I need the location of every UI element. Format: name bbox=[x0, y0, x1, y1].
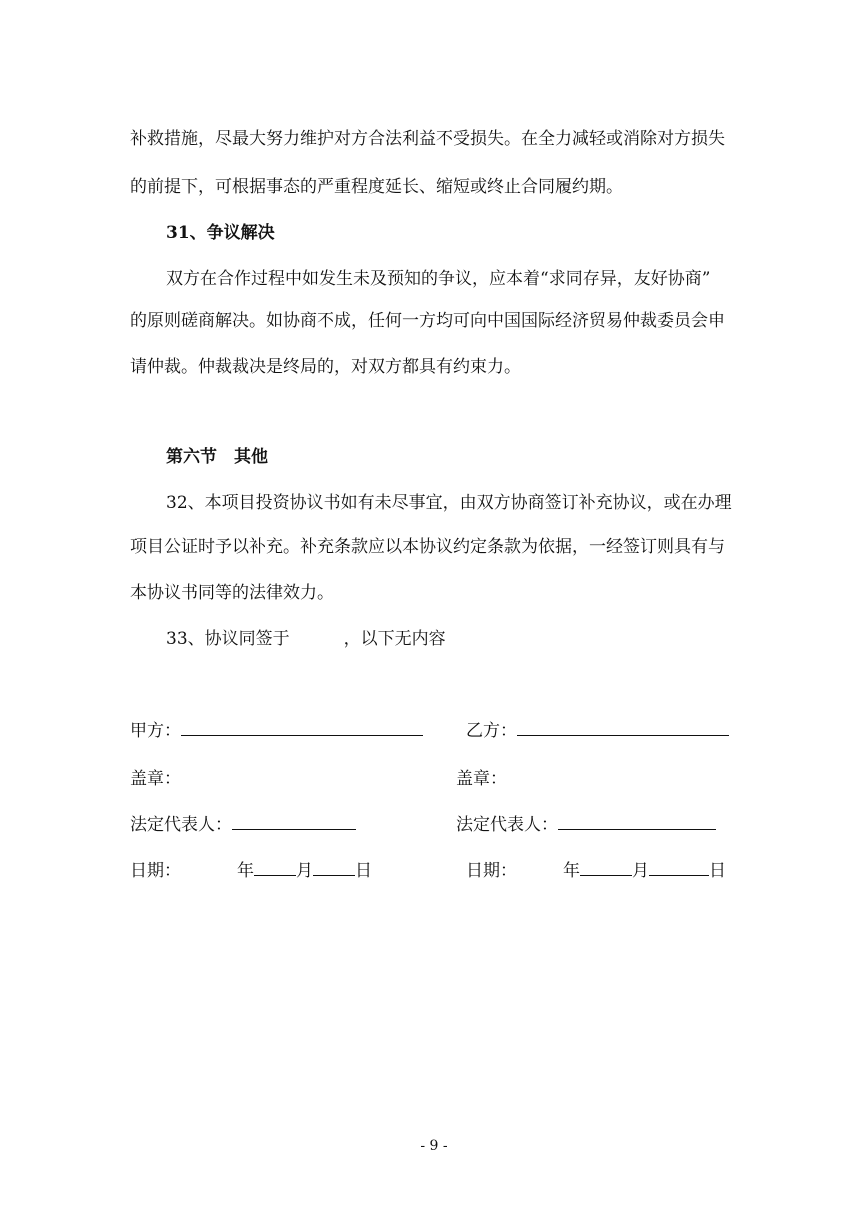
party-b-date-label: 日期： bbox=[466, 861, 517, 881]
clause-31-line-3: 请仲裁。仲裁裁决是终局的，对双方都具有约束力。 bbox=[130, 357, 521, 377]
clause-33-prefix: 33、协议同签于 bbox=[166, 629, 290, 649]
party-b-month-blank bbox=[580, 861, 632, 876]
party-b-day: 日 bbox=[709, 861, 726, 881]
party-b-label: 乙方： bbox=[466, 721, 517, 741]
party-a-legal-rep-label: 法定代表人： bbox=[130, 815, 232, 835]
clause-31-line-1: 双方在合作过程中如发生未及预知的争议，应本着“求同存异，友好协商” bbox=[166, 269, 711, 289]
party-b-legal-rep-label: 法定代表人： bbox=[456, 815, 558, 835]
party-a-year: 年 bbox=[237, 861, 254, 881]
party-b-seal: 盖章： bbox=[456, 769, 507, 789]
party-a-day-blank bbox=[313, 861, 355, 876]
party-a-row bbox=[130, 716, 423, 741]
party-b-legal-rep-line bbox=[558, 815, 716, 830]
party-a-legal-rep-row bbox=[130, 810, 356, 835]
party-a-label: 甲方： bbox=[130, 721, 181, 741]
party-a-legal-rep-line bbox=[232, 815, 356, 830]
party-a-date-label: 日期： bbox=[130, 861, 181, 881]
section-6-heading: 第六节 其他 bbox=[166, 447, 268, 467]
clause-31-line-2: 的原则磋商解决。如协商不成，任何一方均可向中国国际经济贸易仲裁委员会申 bbox=[130, 311, 725, 331]
page-number: - 9 - bbox=[420, 1138, 448, 1154]
party-a-month: 月 bbox=[296, 861, 313, 881]
clause-31-heading: 31、争议解决 bbox=[166, 223, 275, 243]
party-a-day: 日 bbox=[355, 861, 372, 881]
party-a-signature-line bbox=[181, 721, 423, 736]
clause-33-suffix: ，以下无内容 bbox=[343, 629, 446, 649]
party-b-signature-line bbox=[517, 721, 729, 736]
party-a-date-row bbox=[130, 856, 372, 881]
party-a-month-blank bbox=[254, 861, 296, 876]
clause-32-line-3: 本协议书同等的法律效力。 bbox=[130, 583, 334, 603]
continuation-line-2: 的前提下，可根据事态的严重程度延长、缩短或终止合同履约期。 bbox=[130, 177, 623, 197]
party-b-legal-rep-row bbox=[456, 810, 716, 835]
party-a-seal: 盖章： bbox=[130, 769, 181, 789]
party-b-date-row bbox=[466, 856, 726, 881]
clause-33-line bbox=[166, 624, 446, 649]
party-b-month: 月 bbox=[632, 861, 649, 881]
clause-32-line-1: 32、本项目投资协议书如有未尽事宜，由双方协商签订补充协议，或在办理 bbox=[166, 493, 732, 513]
continuation-line-1: 补救措施，尽最大努力维护对方合法利益不受损失。在全力减轻或消除对方损失 bbox=[130, 129, 725, 149]
party-b-day-blank bbox=[649, 861, 709, 876]
clause-32-line-2: 项目公证时予以补充。补充条款应以本协议约定条款为依据，一经签订则具有与 bbox=[130, 537, 725, 557]
party-b-row bbox=[466, 716, 729, 741]
party-b-year: 年 bbox=[563, 861, 580, 881]
